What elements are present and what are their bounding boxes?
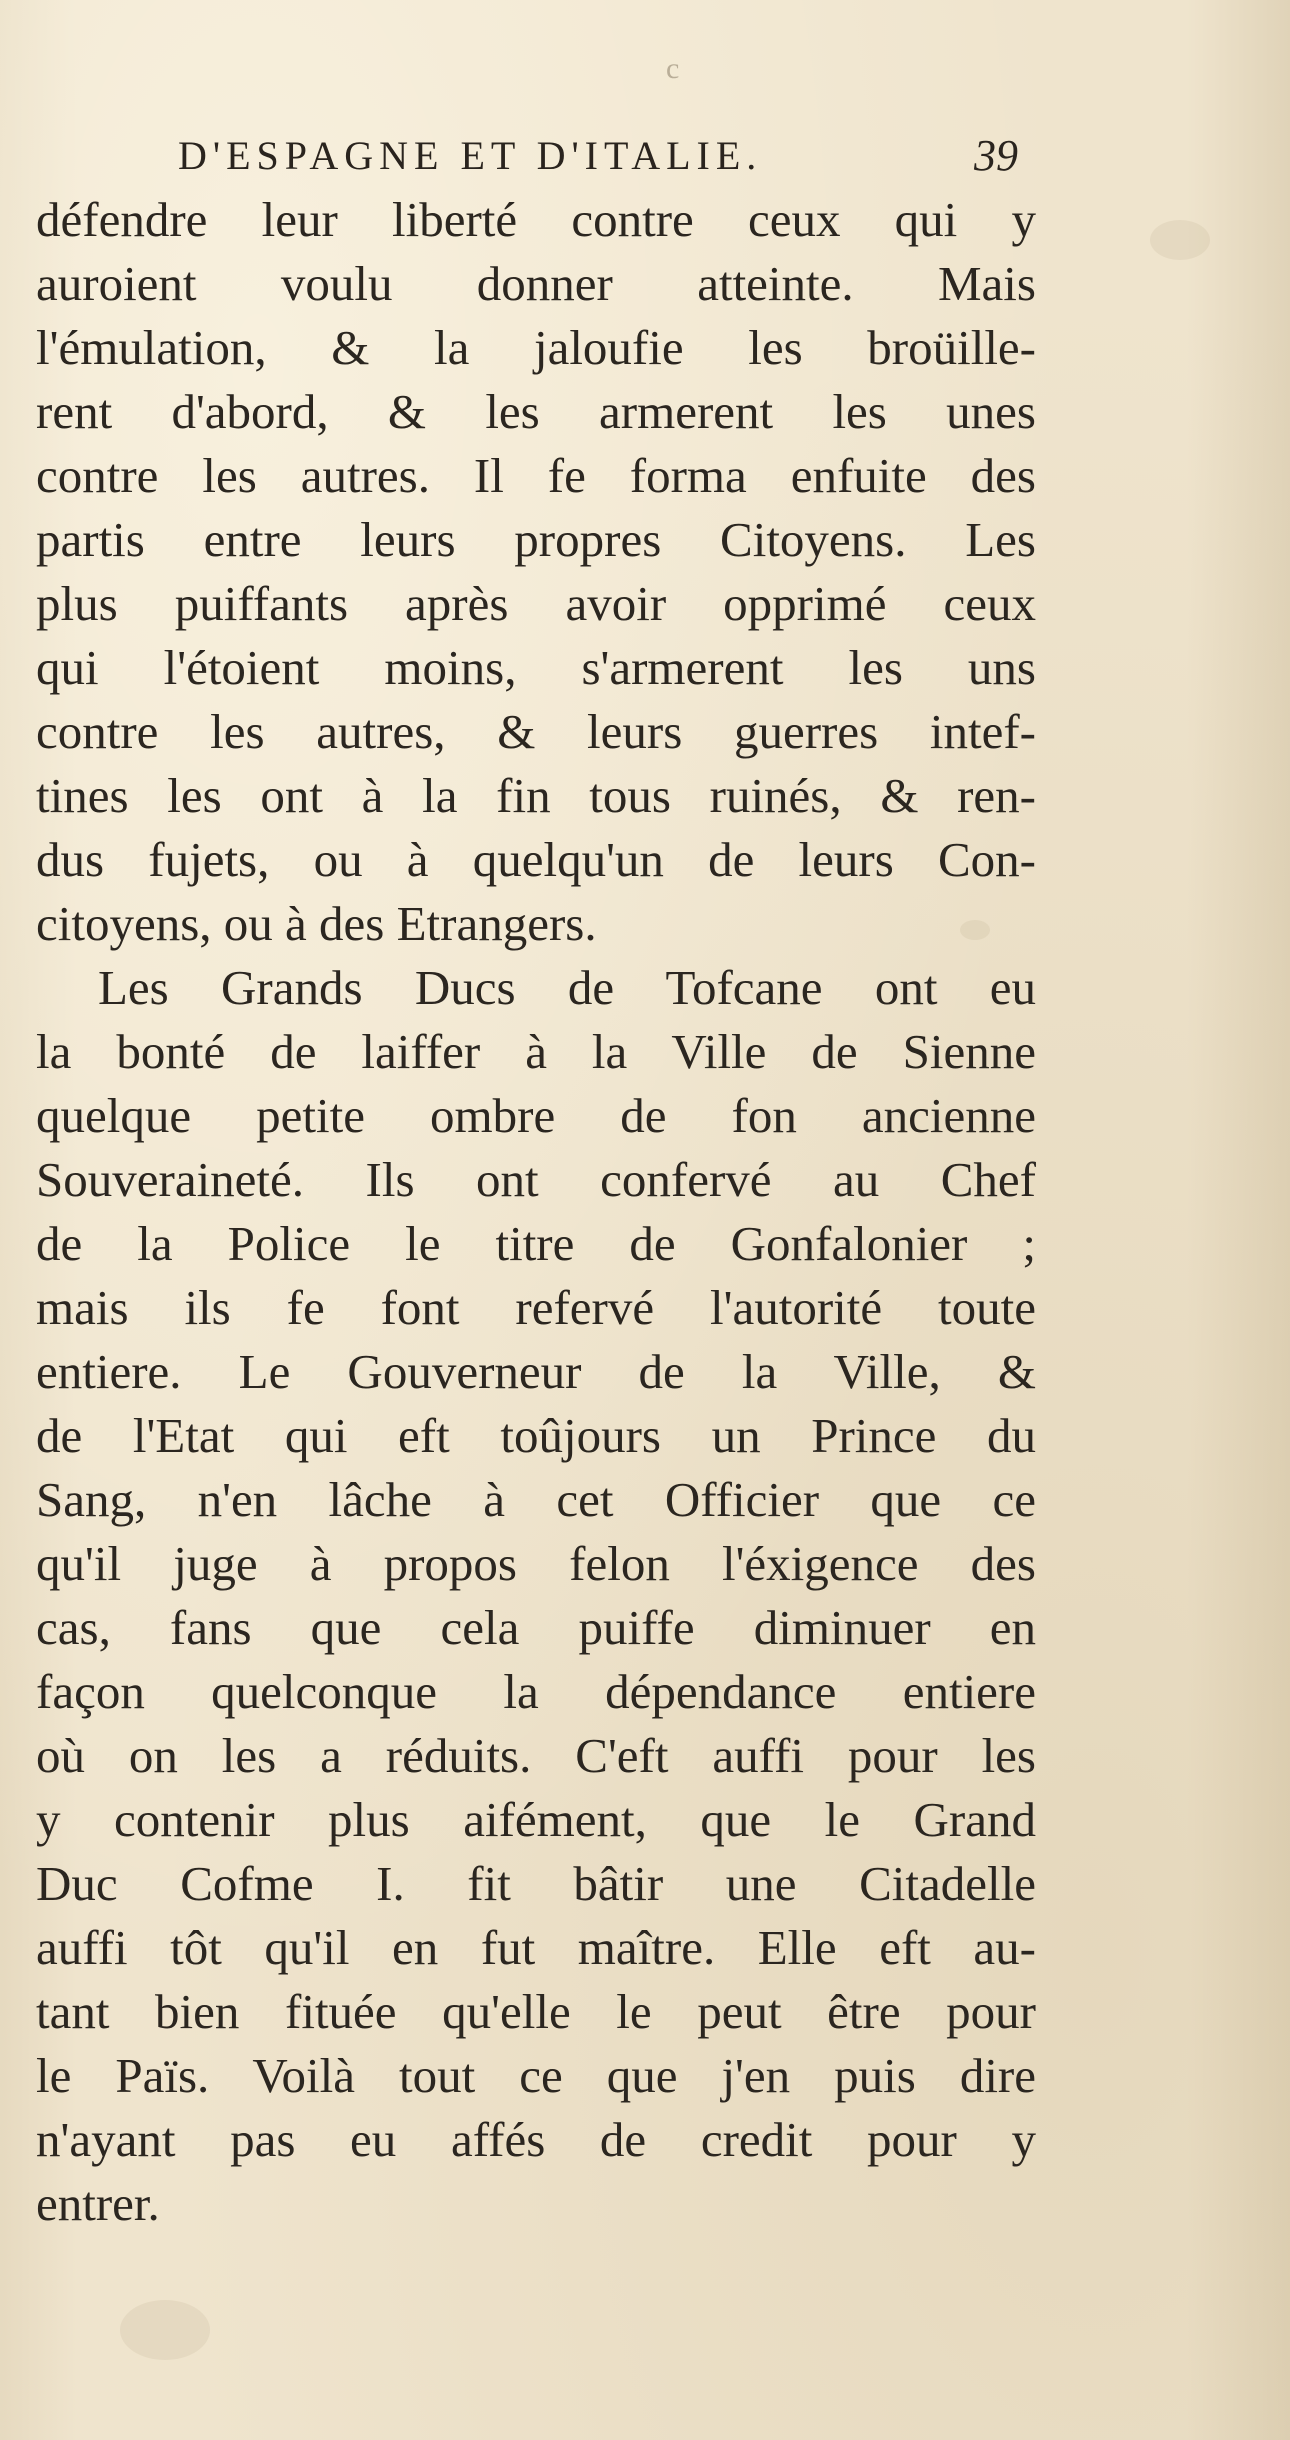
body-text: [36, 188, 1036, 2236]
text-line: plus puiffants après avoir opprimé ceux: [36, 576, 1036, 631]
text-line: Les Grands Ducs de Tofcane ont eu: [98, 960, 1036, 1015]
text-line: tines les ont à la fin tous ruinés, & ren-: [36, 768, 1036, 823]
text-line: Duc Cofme I. fit bâtir une Citadelle: [36, 1856, 1036, 1911]
text-line: auffi tôt qu'il en fut maître. Elle eft au-: [36, 1920, 1036, 1975]
text-line: contre les autres, & leurs guerres intef-: [36, 704, 1036, 759]
text-line: entrer.: [36, 2176, 160, 2231]
text-line: Souveraineté. Ils ont confervé au Chef: [36, 1152, 1036, 1207]
paper-stain: [120, 2300, 210, 2360]
text-line: l'émulation, & la jaloufie les broüille-: [36, 320, 1036, 375]
signature-mark: c: [666, 52, 680, 85]
text-line: le Païs. Voilà tout ce que j'en puis dire: [36, 2048, 1036, 2103]
text-line: façon quelconque la dépendance entiere: [36, 1664, 1036, 1719]
text-line: la bonté de laiffer à la Ville de Sienne: [36, 1024, 1036, 1079]
text-line: Sang, n'en lâche à cet Officier que ce: [36, 1472, 1036, 1527]
text-line: qui l'étoient moins, s'armerent les uns: [36, 640, 1036, 695]
text-line: de la Police le titre de Gonfalonier ;: [36, 1216, 1036, 1271]
text-line: contre les autres. Il fe forma enfuite des: [36, 448, 1036, 503]
paragraph: [36, 956, 1036, 2236]
text-line: entiere. Le Gouverneur de la Ville, &: [36, 1344, 1036, 1399]
text-line: dus fujets, ou à quelqu'un de leurs Con-: [36, 832, 1036, 887]
text-line: n'ayant pas eu affés de credit pour y: [36, 2112, 1036, 2167]
text-line: quelque petite ombre de fon ancienne: [36, 1088, 1036, 1143]
running-head-title: D'ESPAGNE ET D'ITALIE.: [178, 133, 763, 178]
paragraph: [36, 188, 1036, 956]
paper-stain: [1150, 220, 1210, 260]
text-line: partis entre leurs propres Citoyens. Les: [36, 512, 1036, 567]
text-line: auroient voulu donner atteinte. Mais: [36, 256, 1036, 311]
text-line: y contenir plus aifément, que le Grand: [36, 1792, 1036, 1847]
text-line: où on les a réduits. C'eft auffi pour les: [36, 1728, 1036, 1783]
text-line: de l'Etat qui eft toûjours un Prince du: [36, 1408, 1036, 1463]
running-head: [178, 132, 1018, 182]
page-number: 39: [974, 131, 1018, 180]
text-line: cas, fans que cela puiffe diminuer en: [36, 1600, 1036, 1655]
text-line: qu'il juge à propos felon l'éxigence des: [36, 1536, 1036, 1591]
text-line: rent d'abord, & les armerent les unes: [36, 384, 1036, 439]
text-line: mais ils fe font refervé l'autorité toute: [36, 1280, 1036, 1335]
text-line: tant bien fituée qu'elle le peut être pour: [36, 1984, 1036, 2039]
text-line: citoyens, ou à des Etrangers.: [36, 896, 597, 951]
text-line: défendre leur liberté contre ceux qui y: [36, 192, 1036, 247]
